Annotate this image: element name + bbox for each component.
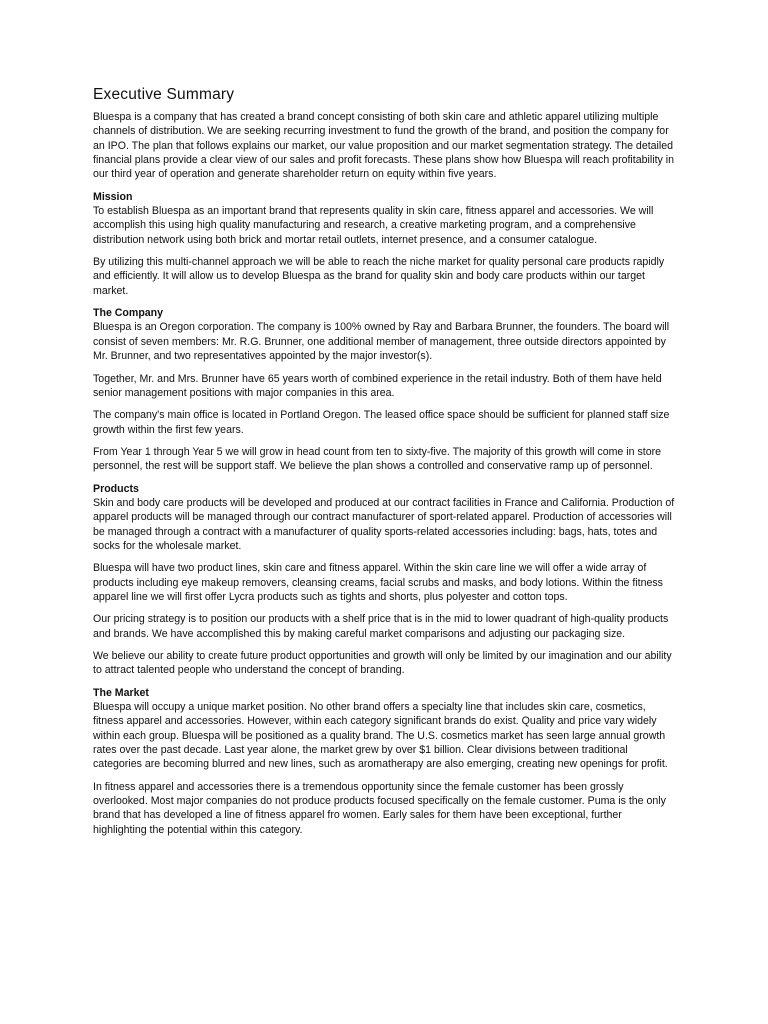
section-the-market xyxy=(93,686,678,837)
section-heading: Mission xyxy=(93,190,133,203)
paragraph: The company's main office is located in Portland Oregon. The leased office space should be sufficient for planned staff size growth within the first few years. xyxy=(93,409,670,436)
paragraph: To establish Bluespa as an important brand that represents quality in skin care, fitness apparel and accessories. We will accomplish this using high quality manufacturing and research, a creative marketing program, and a comprehensive distribution network using both brick and mortar retail outlets, internet presence, and a consumer catalogue. xyxy=(93,205,654,246)
section-heading: The Market xyxy=(93,686,149,699)
paragraph: By utilizing this multi-channel approach we will be able to reach the niche market for quality personal care products rapidly and efficiently. It will allow us to develop Bluespa as the brand for quality skin and body care products within our target market. xyxy=(93,256,665,297)
paragraph: Bluespa will occupy a unique market position. No other brand offers a specialty line that includes skin care, cosmetics, fitness apparel and accessories. However, within each category significant brands do exist. Quality and price vary widely within each group. Bluespa will be positioned as a quality brand. The U.S. cosmetics market has seen large annual growth rates over the past decade. Last year alone, the market grew by over $1 billion. Clear divisions between traditional categories are becoming blurred and new lines, such as aromatherapy are also emerging, creating new openings for profit. xyxy=(93,701,668,771)
paragraph: We believe our ability to create future product opportunities and growth will only be limited by our imagination and our ability to attract talented people who understand the concept of branding. xyxy=(93,650,672,677)
section-heading: The Company xyxy=(93,307,164,320)
section-the-company xyxy=(93,306,678,473)
section-heading: Products xyxy=(93,482,139,495)
paragraph: Bluespa will have two product lines, skin care and fitness apparel. Within the skin care line we will offer a wide array of products including eye makeup removers, cleansing creams, facial scrubs and masks, and body lotions. Within the fitness apparel line we will first offer Lycra products such as tights and shorts, plus polyester and cotton tops. xyxy=(93,562,663,603)
section-products xyxy=(93,482,678,678)
intro-paragraph: Bluespa is a company that has created a brand concept consisting of both skin care and athletic apparel utilizing multiple channels of distribution. We are seeking recurring investment to fund the growth of the brand, and position the company for an IPO. The plan that follows explains our market, our value proposition and our market segmentation strategy. The detailed financial plans provide a clear view of our sales and profit forecasts. These plans show how Bluespa will reach profitability in our third year of operation and generate shareholder return on equity within five years. xyxy=(93,111,674,181)
paragraph: Together, Mr. and Mrs. Brunner have 65 years worth of combined experience in the retail industry. Both of them have held senior management positions with major companies in this area. xyxy=(93,372,662,399)
paragraph: From Year 1 through Year 5 we will grow in head count from ten to sixty-five. The majority of this growth will come in store personnel, the rest will be support staff. We believe the plan shows a controlled and conservative ramp up of personnel. xyxy=(93,445,662,473)
paragraph: In fitness apparel and accessories there is a tremendous opportunity since the female customer has been grossly overlooked. Most major companies do not produce products focused specifically on the female customer. Puma is the only brand that has developed a line of fitness apparel fro women. Early sales for them have been exceptional, further highlighting the potential within this category. xyxy=(93,780,666,836)
paragraph: Bluespa is an Oregon corporation. The company is 100% owned by Ray and Barbara Brunner, the founders. The board will consist of seven members: Mr. R.G. Brunner, one additional member of management, three outside directors appointed by Mr. Brunner, and two representatives appointed by the major investor(s). xyxy=(93,321,670,363)
paragraph: Our pricing strategy is to position our products with a shelf price that is in the mid to lower quadrant of high-quality products and brands. We have accomplished this by making careful market comparisons and adjusting our packaging size. xyxy=(93,613,669,640)
page-title: Executive Summary xyxy=(93,86,235,103)
document-page xyxy=(93,86,678,845)
section-mission xyxy=(93,190,678,298)
paragraph: Skin and body care products will be developed and produced at our contract facilities in France and California. Production of apparel products will be managed through our contract manufacturer of sport-related apparel. Production of accessories will be managed through a contract with a manufacturer of quality sports-related accessories including: bags, hats, totes and socks for the wholesale market. xyxy=(93,496,675,552)
